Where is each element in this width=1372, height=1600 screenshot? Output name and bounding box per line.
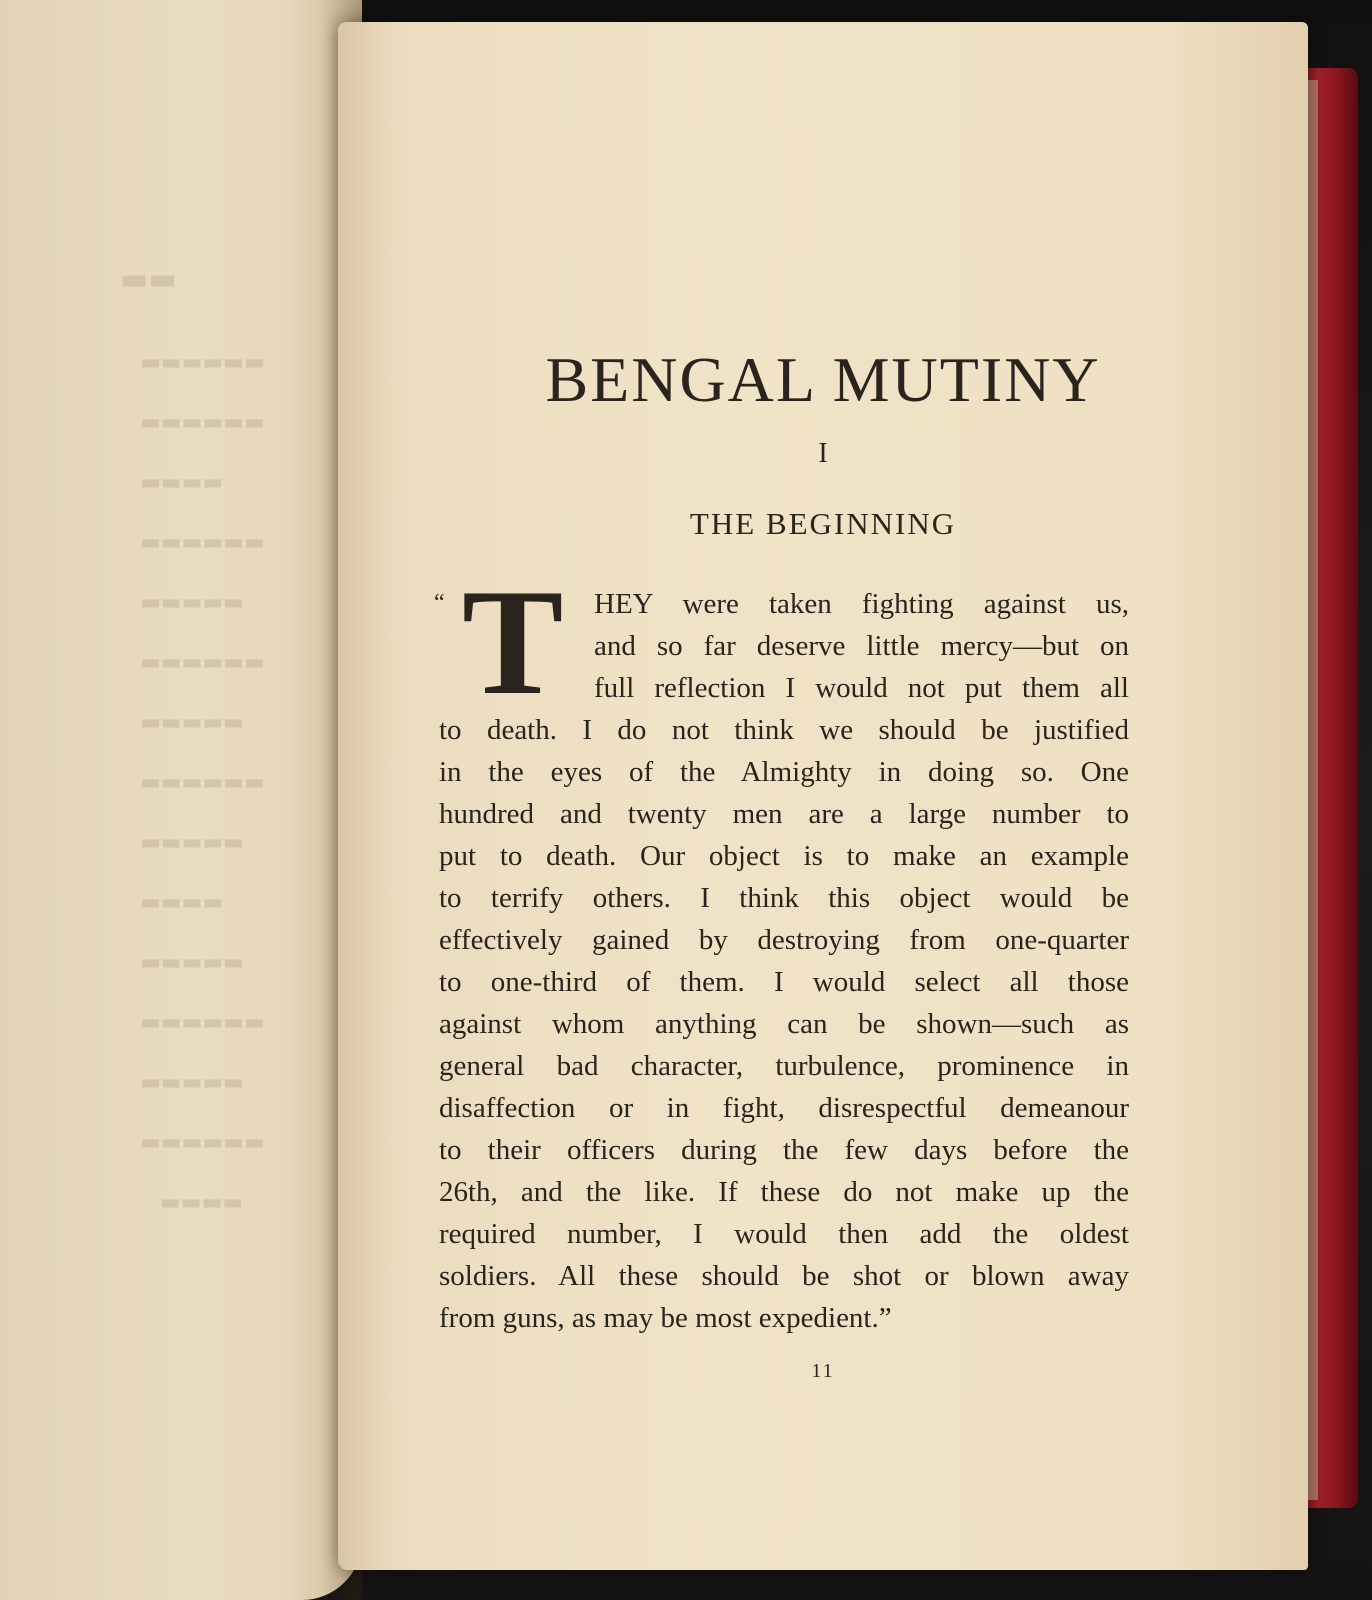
body-line: 26th, and the like. If these do not make up the — [439, 1176, 1129, 1208]
body-line: against whom anything can be shown—such as — [439, 1008, 1129, 1040]
body-line: to terrify others. I think this object would be — [439, 882, 1129, 914]
show-through-line: ▬▬▬▬▬▬ — [140, 350, 265, 375]
book-title: BENGAL MUTINY — [545, 343, 1101, 415]
show-through-line: ▬▬▬▬▬ — [140, 830, 244, 855]
body-line: general bad character, turbulence, prominence in — [439, 1050, 1129, 1082]
body-line: to their officers during the few days before the — [439, 1134, 1129, 1166]
show-through-line: ▬▬▬▬▬ — [140, 950, 244, 975]
body-line: put to death. Our object is to make an example — [439, 840, 1129, 872]
body-line: effectively gained by destroying from one-quarter — [439, 924, 1129, 956]
show-through-line: ▬▬▬▬▬ — [140, 1070, 244, 1095]
show-through-line: ▬▬▬▬▬▬ — [140, 770, 265, 795]
body-line: in the eyes of the Almighty in doing so. One — [439, 756, 1129, 788]
body-line: soldiers. All these should be shot or blown away — [439, 1260, 1129, 1292]
show-through-line: ▬▬▬▬ — [140, 470, 224, 495]
body-line: from guns, as may be most expedient.” — [439, 1302, 892, 1334]
body-line: hundred and twenty men are a large number to — [439, 798, 1129, 830]
show-through-line: ▬▬▬▬ — [140, 890, 224, 915]
chapter-number: I — [818, 438, 828, 469]
show-through-line: ▬▬▬▬▬▬ — [140, 530, 265, 555]
show-through-line: ▬▬▬▬▬ — [140, 710, 244, 735]
left-page — [0, 0, 362, 1600]
show-through-line: ▬▬▬▬▬▬ — [140, 1130, 265, 1155]
drop-cap: T — [462, 558, 564, 726]
page-number: 11 — [811, 1360, 835, 1382]
body-paragraph — [439, 583, 1129, 1339]
body-line: to one-third of them. I would select all those — [439, 966, 1129, 998]
body-line: and so far deserve little mercy—but on — [594, 630, 1129, 662]
body-line: to death. I do not think we should be justified — [439, 714, 1129, 746]
body-line: full reflection I would not put them all — [594, 672, 1129, 704]
body-line: HEY were taken fighting against us, — [594, 588, 1129, 620]
body-line: disaffection or in fight, disrespectful demeanour — [439, 1092, 1129, 1124]
opening-quote-mark: “ — [434, 590, 445, 616]
show-through-line: ▬▬▬▬▬▬ — [140, 1010, 265, 1035]
show-through-line: ▬▬▬▬▬▬ — [140, 650, 265, 675]
show-through-line: ▬▬▬▬▬ — [140, 590, 244, 615]
chapter-title: THE BEGINNING — [689, 506, 957, 541]
show-through-line: ▬▬▬▬ — [160, 1190, 244, 1215]
show-through-line: ▬▬▬▬▬▬ — [140, 410, 265, 435]
show-through-heading: ▬▬ — [120, 262, 177, 297]
body-line: required number, I would then add the oldest — [439, 1218, 1129, 1250]
